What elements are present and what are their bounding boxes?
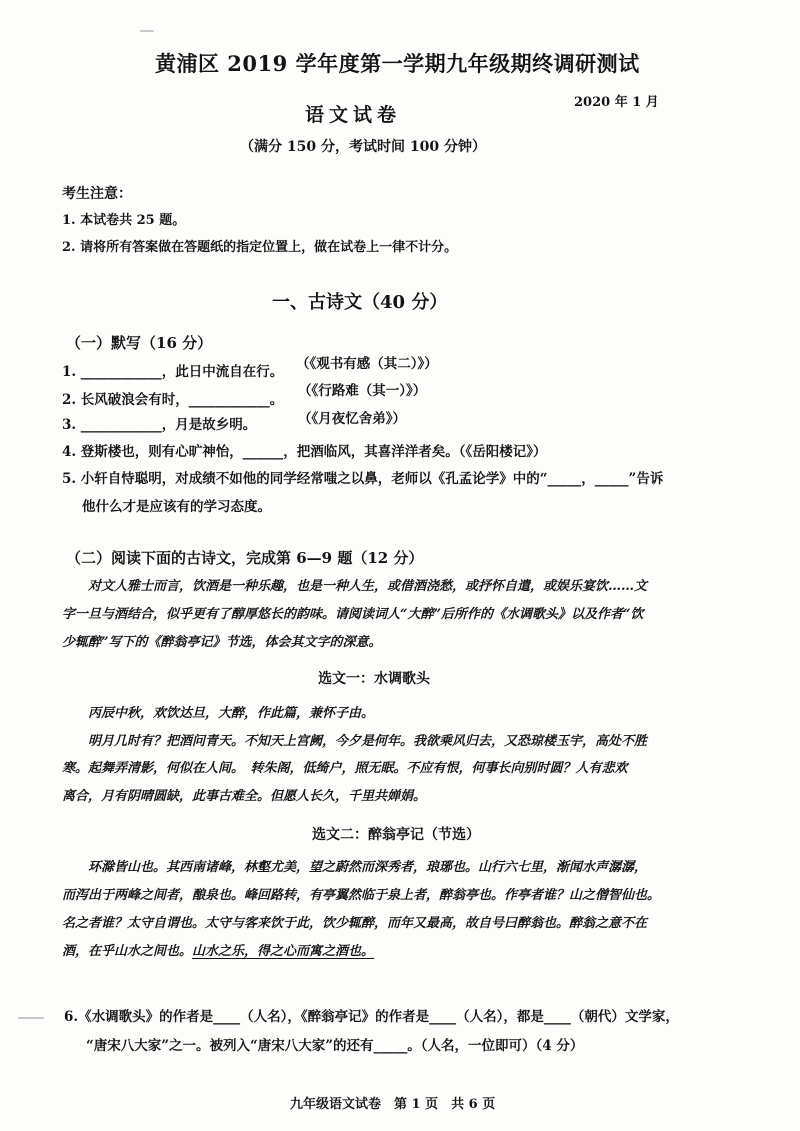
question-6-continued: “唐宋八大家”之一。被列入“唐宋八大家”的还有_____。（人名，一位即可）（4 分） [86,1038,584,1054]
text2-line: 名之者谁？太守自谓也。太守与客来饮于此，饮少辄醉，而年又最高，故自号曰醉翁也。醉翁之意不在 [62,916,648,931]
text1-line: 明月几时有？把酒问青天。不知天上宫阙，今夕是何年。我欲乘风归去，又恐琼楼玉宇，高处不胜 [88,734,648,749]
part-title-reading: （二）阅读下面的古诗文，完成第 6—9 题（12 分） [66,549,424,567]
underlined-sentence: 山水之乐，得之心而寓之酒也。 [192,944,375,959]
exam-date: 2020 年 1 月 [574,95,659,110]
question-4: 4. 登斯楼也，则有心旷神怡，______，把酒临风，其喜洋洋者矣。（《岳阳楼记》） [62,444,547,460]
notice-heading: 考生注意： [62,186,132,202]
exam-subtitle: 语文试卷 [305,104,402,126]
intro-line: 字一旦与酒结合，似乎更有了醇厚悠长的韵味。请阅读词人“大醉”后所作的《水调歌头》以及作者“饮 [62,607,644,622]
question-3: 3. ____________，月是故乡明。 [62,417,257,433]
section-title: 一、古诗文（40 分） [272,292,448,313]
question-3-source: （《月夜忆舍弟》） [298,411,406,427]
text1-line: 寒。起舞弄清影，何似在人间。 转朱阁，低绮户，照无眠。不应有恨，何事长向别时圆？人有悲欢 [62,761,628,776]
question-1-source: （《观书有感（其二）》） [296,356,438,372]
scan-mark-left [18,1017,44,1019]
intro-line: 少辄醉”写下的《醉翁亭记》节选，体会其文字的深意。 [62,635,382,650]
notice-item: 1. 本试卷共 25 题。 [62,213,186,228]
question-6: 6.《水调歌头》的作者是____（人名），《醉翁亭记》的作者是____（人名），都是____（朝代）文学家， [64,1009,679,1025]
score-info: （满分 150 分，考试时间 100 分钟） [240,139,486,155]
text2-heading: 选文二：醉翁亭记（节选） [312,827,480,843]
text1-preface: 丙辰中秋，欢饮达旦，大醉，作此篇，兼怀子由。 [88,706,375,721]
notice-item: 2. 请将所有答案做在答题纸的指定位置上，做在试卷上一律不计分。 [62,240,458,255]
intro-line: 对文人雅士而言，饮酒是一种乐趣，也是一种人生，或借酒浇愁，或抒怀自遣，或娱乐宴饮……文 [88,579,648,594]
page-footer: 九年级语文试卷 第 1 页 共 6 页 [290,1097,496,1112]
question-5: 5. 小轩自恃聪明，对成绩不如他的同学经常嗤之以鼻，老师以《孔孟论学》中的“_____，_____”告诉 [62,471,664,487]
question-1: 1. ____________，此日中流自在行。 [62,364,284,380]
text2-line: 环滁皆山也。其西南诸峰，林壑尤美，望之蔚然而深秀者，琅琊也。山行六七里，渐闻水声潺潺， [88,860,648,875]
text1-line: 离合，月有阴晴圆缺，此事古难全。但愿人长久，千里共婵娟。 [62,789,427,804]
part-title-dictation: （一）默写（16 分） [66,334,213,352]
text1-heading: 选文一：水调歌头 [318,671,430,687]
text2-last-line-a: 酒，在乎山水之间也。 [62,944,193,959]
question-2-source: （《行路难（其一）》） [298,383,427,399]
question-2: 2. 长风破浪会有时，____________。 [62,392,284,408]
text2-line: 而泻出于两峰之间者，酿泉也。峰回路转，有亭翼然临于泉上者，醉翁亭也。作亭者谁？山之僧智仙也。 [62,888,661,903]
scan-mark-top [140,30,154,32]
text2-last-line [62,940,374,959]
question-5-continued: 他什么才是应该有的学习态度。 [82,499,271,515]
exam-title: 黄浦区 2019 学年度第一学期九年级期终调研测试 [155,51,640,76]
